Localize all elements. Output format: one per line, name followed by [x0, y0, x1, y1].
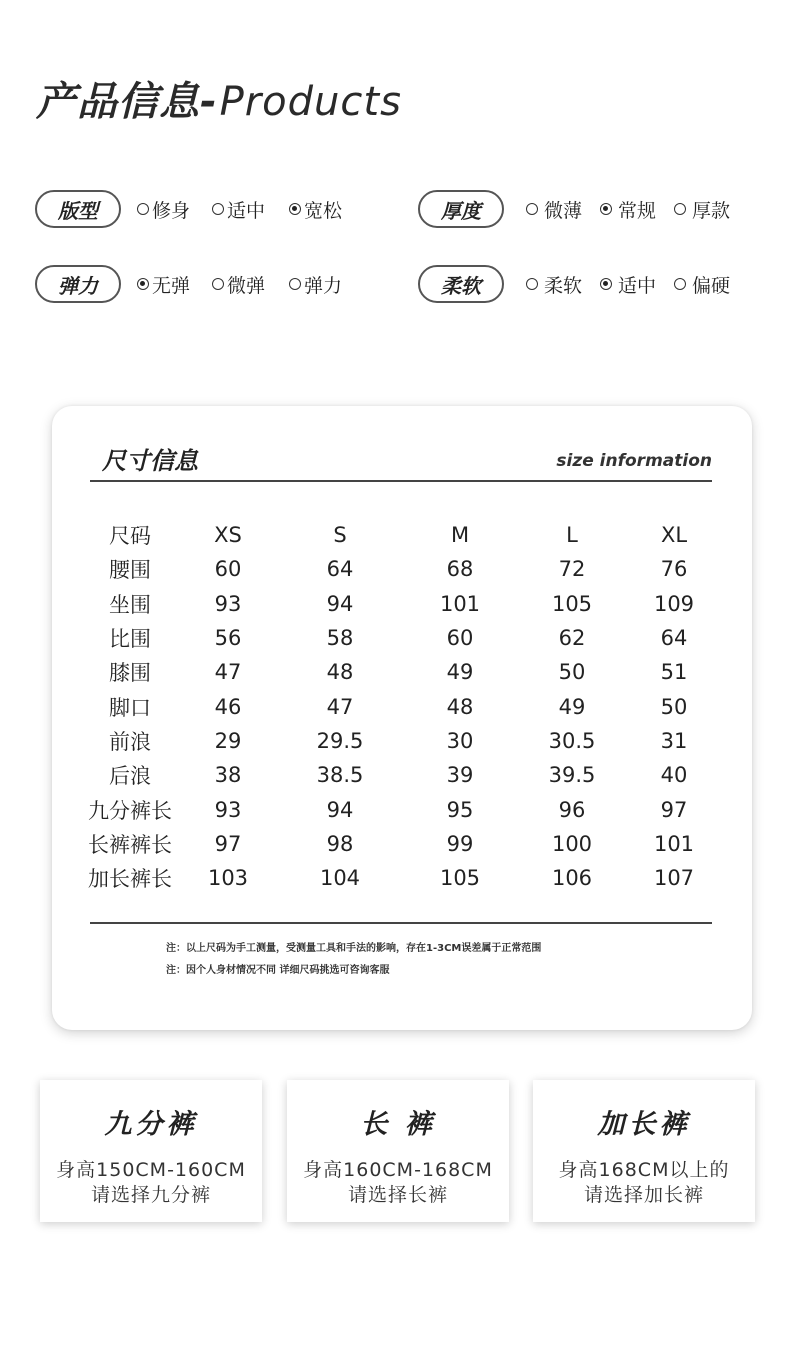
table-cell: 30.5 — [548, 728, 596, 753]
table-row — [82, 724, 722, 758]
option-regular — [212, 196, 265, 223]
option-label: 宽松 — [304, 199, 343, 222]
row-label: 腰围 — [109, 558, 151, 583]
table-cell: 56 — [214, 626, 242, 651]
option-soft — [526, 271, 582, 298]
attr-thickness — [418, 189, 730, 229]
table-cell: 98 — [326, 831, 354, 856]
table-cell: 40 — [660, 763, 688, 788]
note-measurement: 注：以上尺码为手工测量，受测量工具和手法的影响，存在1-3CM误差属于正常范围 — [166, 943, 542, 954]
table-row — [82, 587, 722, 621]
option-no-stretch — [137, 271, 190, 298]
table-cell: 47 — [326, 694, 354, 719]
table-row — [82, 655, 722, 689]
table-row — [82, 621, 722, 655]
radio-icon — [289, 278, 301, 290]
table-cell: 51 — [660, 660, 688, 685]
table-row — [82, 792, 722, 826]
table-cell: 97 — [660, 797, 688, 822]
radio-icon — [600, 203, 612, 215]
option-thick — [674, 196, 730, 223]
title-separator: - — [200, 79, 218, 125]
guide-height: 身高150CM-160CM — [56, 1159, 246, 1181]
option-slight-stretch — [212, 271, 265, 298]
option-label: 微薄 — [544, 199, 583, 222]
option-label: 厚款 — [692, 199, 731, 222]
option-label: 修身 — [152, 199, 191, 222]
header-cell: M — [450, 523, 470, 548]
radio-icon — [212, 203, 224, 215]
table-cell: 60 — [214, 557, 242, 582]
header-cell: XL — [660, 523, 688, 548]
title-cn: 产品信息 — [36, 79, 200, 125]
row-label: 脚口 — [109, 695, 151, 720]
size-card-subtitle: size information — [556, 451, 712, 471]
table-cell: 99 — [446, 831, 474, 856]
table-row — [82, 552, 722, 586]
guide-height: 身高168CM以上的 — [558, 1159, 730, 1181]
guide-advice: 请选择长裤 — [347, 1184, 448, 1206]
guide-title: 加长裤 — [597, 1109, 691, 1140]
table-cell: 39 — [446, 763, 474, 788]
divider — [90, 922, 712, 924]
table-cell: 105 — [439, 866, 481, 891]
radio-icon — [674, 278, 686, 290]
guide-title: 九分裤 — [104, 1109, 198, 1140]
table-cell: 50 — [558, 660, 586, 685]
row-label: 膝围 — [109, 661, 151, 686]
table-cell: 30 — [446, 728, 474, 753]
radio-icon — [212, 278, 224, 290]
attr-label-thickness: 厚度 — [418, 190, 504, 228]
guide-cropped-pants — [40, 1080, 262, 1222]
size-table — [82, 518, 722, 895]
table-cell: 60 — [446, 626, 474, 651]
row-label: 坐围 — [109, 592, 151, 617]
table-cell: 49 — [558, 694, 586, 719]
option-label: 适中 — [227, 199, 266, 222]
table-cell: 50 — [660, 694, 688, 719]
guide-extra-long-pants — [533, 1080, 755, 1222]
row-label: 九分裤长 — [88, 798, 172, 823]
table-cell: 105 — [551, 591, 593, 616]
option-label: 微弹 — [227, 274, 266, 297]
table-cell: 62 — [558, 626, 586, 651]
option-label: 无弹 — [152, 274, 191, 297]
option-normal — [600, 196, 656, 223]
table-cell: 107 — [653, 866, 695, 891]
size-card — [52, 406, 752, 1030]
header-cell: S — [333, 523, 347, 548]
table-row — [82, 827, 722, 861]
table-cell: 76 — [660, 557, 688, 582]
option-thin — [526, 196, 582, 223]
divider — [90, 480, 712, 482]
guide-long-pants — [287, 1080, 509, 1222]
table-cell: 106 — [551, 866, 593, 891]
option-label: 柔软 — [544, 274, 583, 297]
radio-icon — [289, 203, 301, 215]
row-label: 长裤裤长 — [88, 832, 172, 857]
table-cell: 72 — [558, 557, 586, 582]
row-label: 后浪 — [109, 764, 151, 789]
table-cell: 101 — [439, 591, 481, 616]
radio-icon — [137, 278, 149, 290]
row-label: 加长裤长 — [88, 867, 172, 892]
size-card-title: 尺寸信息 — [102, 447, 198, 475]
option-slim — [137, 196, 190, 223]
table-cell: 38.5 — [316, 763, 364, 788]
radio-icon — [526, 278, 538, 290]
table-cell: 104 — [319, 866, 361, 891]
page-title — [36, 70, 402, 127]
option-medium — [600, 271, 656, 298]
option-loose — [289, 196, 342, 223]
option-label: 适中 — [618, 274, 657, 297]
attr-softness — [418, 264, 730, 304]
table-row — [82, 758, 722, 792]
radio-icon — [600, 278, 612, 290]
table-cell: 97 — [214, 831, 242, 856]
table-cell: 68 — [446, 557, 474, 582]
note-consult: 注：因个人身材情况不同 详细尺码挑选可咨询客服 — [166, 965, 390, 976]
row-label: 比围 — [109, 627, 151, 652]
guide-text — [533, 1158, 755, 1208]
title-en: Products — [219, 79, 402, 125]
guide-text — [287, 1158, 509, 1208]
guide-title: 长 裤 — [360, 1109, 436, 1140]
table-header-row — [82, 518, 722, 552]
table-cell: 95 — [446, 797, 474, 822]
header-cell: XS — [214, 523, 242, 548]
table-cell: 31 — [660, 728, 688, 753]
attr-label-softness: 柔软 — [418, 265, 504, 303]
guide-height: 身高160CM-168CM — [303, 1159, 493, 1181]
guide-text — [40, 1158, 262, 1208]
header-cell: L — [566, 523, 578, 548]
radio-icon — [674, 203, 686, 215]
table-cell: 101 — [653, 831, 695, 856]
table-cell: 48 — [446, 694, 474, 719]
table-cell: 39.5 — [548, 763, 596, 788]
attr-label-fit: 版型 — [35, 190, 121, 228]
table-cell: 93 — [214, 591, 242, 616]
table-cell: 103 — [207, 866, 249, 891]
table-cell: 100 — [551, 831, 593, 856]
attr-label-elasticity: 弹力 — [35, 265, 121, 303]
table-cell: 58 — [326, 626, 354, 651]
table-cell: 47 — [214, 660, 242, 685]
table-cell: 29.5 — [316, 728, 364, 753]
guide-advice: 请选择九分裤 — [90, 1184, 211, 1206]
option-label: 偏硬 — [692, 274, 731, 297]
table-cell: 29 — [214, 728, 242, 753]
table-cell: 93 — [214, 797, 242, 822]
table-cell: 49 — [446, 660, 474, 685]
table-row — [82, 689, 722, 723]
table-cell: 64 — [660, 626, 688, 651]
radio-icon — [137, 203, 149, 215]
table-row — [82, 861, 722, 895]
table-cell: 38 — [214, 763, 242, 788]
guide-advice: 请选择加长裤 — [583, 1184, 704, 1206]
option-stiff — [674, 271, 730, 298]
radio-icon — [526, 203, 538, 215]
table-cell: 64 — [326, 557, 354, 582]
attr-elasticity — [35, 264, 342, 304]
option-label: 常规 — [618, 199, 657, 222]
table-cell: 94 — [326, 797, 354, 822]
table-cell: 109 — [653, 591, 695, 616]
option-stretch — [289, 271, 342, 298]
table-cell: 96 — [558, 797, 586, 822]
row-label: 前浪 — [109, 729, 151, 754]
table-cell: 46 — [214, 694, 242, 719]
header-cell: 尺码 — [109, 524, 151, 549]
table-cell: 48 — [326, 660, 354, 685]
option-label: 弹力 — [304, 274, 343, 297]
attr-fit — [35, 189, 342, 229]
table-cell: 94 — [326, 591, 354, 616]
